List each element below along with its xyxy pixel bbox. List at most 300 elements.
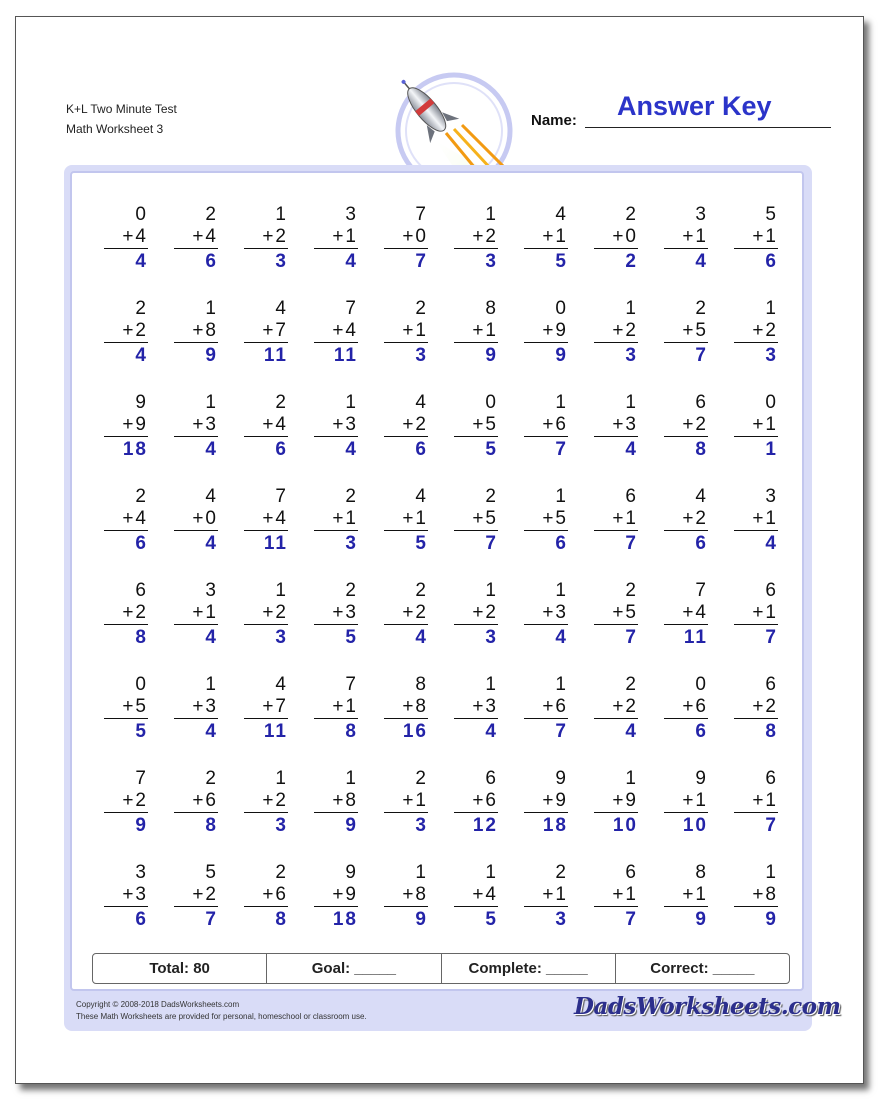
problem bbox=[734, 485, 778, 556]
problem bbox=[174, 203, 218, 274]
problem bbox=[314, 203, 358, 274]
bottom-number: +1 bbox=[664, 226, 708, 249]
top-number: 1 bbox=[415, 862, 428, 883]
answer: 5 bbox=[415, 533, 428, 554]
problem bbox=[454, 391, 498, 462]
top-number: 1 bbox=[485, 862, 498, 883]
bottom-number: +1 bbox=[384, 790, 428, 813]
answer: 9 bbox=[765, 909, 778, 930]
top-number: 2 bbox=[205, 204, 218, 225]
bottom-number: +2 bbox=[734, 696, 778, 719]
bottom-number: +3 bbox=[104, 884, 148, 907]
problem bbox=[524, 203, 568, 274]
answer: 4 bbox=[485, 721, 498, 742]
answer: 4 bbox=[765, 533, 778, 554]
bottom-number: +8 bbox=[734, 884, 778, 907]
problem bbox=[244, 203, 288, 274]
problem bbox=[244, 673, 288, 744]
answer: 2 bbox=[625, 251, 638, 272]
answer: 18 bbox=[542, 815, 568, 836]
problem bbox=[594, 861, 638, 932]
answer: 4 bbox=[135, 345, 148, 366]
top-number: 7 bbox=[345, 674, 358, 695]
answer: 9 bbox=[135, 815, 148, 836]
top-number: 4 bbox=[205, 486, 218, 507]
top-number: 5 bbox=[205, 862, 218, 883]
problem bbox=[594, 391, 638, 462]
answer: 4 bbox=[205, 439, 218, 460]
top-number: 0 bbox=[135, 204, 148, 225]
answer: 11 bbox=[263, 345, 288, 366]
problem bbox=[734, 579, 778, 650]
top-number: 2 bbox=[485, 486, 498, 507]
top-number: 1 bbox=[555, 486, 568, 507]
problem bbox=[524, 579, 568, 650]
bottom-number: +5 bbox=[664, 320, 708, 343]
answer: 11 bbox=[263, 533, 288, 554]
answer: 4 bbox=[345, 439, 358, 460]
problem bbox=[174, 673, 218, 744]
bottom-number: +4 bbox=[104, 226, 148, 249]
top-number: 6 bbox=[695, 392, 708, 413]
answer: 4 bbox=[205, 721, 218, 742]
answer: 1 bbox=[765, 439, 778, 460]
bottom-number: +2 bbox=[664, 414, 708, 437]
top-number: 6 bbox=[625, 862, 638, 883]
problem bbox=[524, 861, 568, 932]
bottom-number: +4 bbox=[314, 320, 358, 343]
bottom-number: +6 bbox=[244, 884, 288, 907]
top-number: 1 bbox=[555, 580, 568, 601]
bottom-number: +9 bbox=[524, 790, 568, 813]
answer: 9 bbox=[555, 345, 568, 366]
bottom-number: +5 bbox=[594, 602, 638, 625]
bottom-number: +4 bbox=[244, 414, 288, 437]
bottom-number: +2 bbox=[594, 320, 638, 343]
answer: 3 bbox=[765, 345, 778, 366]
problem bbox=[664, 485, 708, 556]
bottom-number: +7 bbox=[244, 696, 288, 719]
answer: 3 bbox=[415, 345, 428, 366]
answer: 4 bbox=[205, 533, 218, 554]
problem bbox=[664, 579, 708, 650]
answer: 3 bbox=[275, 627, 288, 648]
top-number: 2 bbox=[275, 862, 288, 883]
top-number: 7 bbox=[135, 768, 148, 789]
top-number: 3 bbox=[135, 862, 148, 883]
answer: 18 bbox=[122, 439, 148, 460]
answer: 4 bbox=[135, 251, 148, 272]
bottom-number: +6 bbox=[454, 790, 498, 813]
answer: 12 bbox=[472, 815, 498, 836]
problem bbox=[244, 391, 288, 462]
answer: 7 bbox=[555, 721, 568, 742]
top-number: 1 bbox=[345, 392, 358, 413]
top-number: 1 bbox=[275, 768, 288, 789]
problem bbox=[664, 391, 708, 462]
bottom-number: +1 bbox=[664, 790, 708, 813]
problem bbox=[524, 485, 568, 556]
total-cell: Total: 80 bbox=[93, 954, 267, 983]
bottom-number: +9 bbox=[104, 414, 148, 437]
problem bbox=[734, 861, 778, 932]
answer: 3 bbox=[275, 815, 288, 836]
goal-cell: Goal: _____ bbox=[267, 954, 441, 983]
problem bbox=[104, 391, 148, 462]
problem bbox=[664, 673, 708, 744]
answer: 9 bbox=[415, 909, 428, 930]
bottom-number: +3 bbox=[314, 414, 358, 437]
top-number: 1 bbox=[345, 768, 358, 789]
problem bbox=[594, 673, 638, 744]
top-number: 6 bbox=[765, 674, 778, 695]
top-number: 6 bbox=[765, 580, 778, 601]
problem bbox=[524, 297, 568, 368]
top-number: 1 bbox=[625, 768, 638, 789]
bottom-number: +2 bbox=[454, 602, 498, 625]
problem bbox=[384, 391, 428, 462]
answer: 7 bbox=[695, 345, 708, 366]
answer: 16 bbox=[402, 721, 428, 742]
top-number: 9 bbox=[345, 862, 358, 883]
answer: 4 bbox=[625, 439, 638, 460]
problem bbox=[384, 861, 428, 932]
answer: 6 bbox=[275, 439, 288, 460]
top-number: 1 bbox=[555, 674, 568, 695]
bottom-number: +6 bbox=[664, 696, 708, 719]
answer: 6 bbox=[695, 721, 708, 742]
problem bbox=[104, 203, 148, 274]
problem-grid bbox=[72, 173, 802, 933]
bottom-number: +6 bbox=[524, 414, 568, 437]
bottom-number: +3 bbox=[524, 602, 568, 625]
answer: 4 bbox=[205, 627, 218, 648]
bottom-number: +1 bbox=[734, 790, 778, 813]
bottom-number: +5 bbox=[454, 414, 498, 437]
bottom-number: +1 bbox=[594, 508, 638, 531]
score-box bbox=[92, 953, 790, 984]
top-number: 4 bbox=[275, 298, 288, 319]
answer: 7 bbox=[555, 439, 568, 460]
top-number: 8 bbox=[415, 674, 428, 695]
answer: 5 bbox=[485, 909, 498, 930]
answer: 3 bbox=[415, 815, 428, 836]
bottom-number: +4 bbox=[244, 508, 288, 531]
answer: 3 bbox=[625, 345, 638, 366]
top-number: 0 bbox=[695, 674, 708, 695]
bottom-number: +2 bbox=[384, 602, 428, 625]
problem bbox=[524, 673, 568, 744]
top-number: 6 bbox=[625, 486, 638, 507]
problem bbox=[734, 673, 778, 744]
bottom-number: +1 bbox=[314, 696, 358, 719]
bottom-number: +8 bbox=[314, 790, 358, 813]
problem bbox=[384, 673, 428, 744]
bottom-number: +1 bbox=[454, 320, 498, 343]
top-number: 1 bbox=[275, 204, 288, 225]
bottom-number: +1 bbox=[734, 414, 778, 437]
bottom-number: +1 bbox=[734, 602, 778, 625]
answer: 4 bbox=[555, 627, 568, 648]
answer: 18 bbox=[332, 909, 358, 930]
bottom-number: +7 bbox=[244, 320, 288, 343]
answer: 7 bbox=[765, 627, 778, 648]
problem bbox=[664, 203, 708, 274]
bottom-number: +2 bbox=[244, 602, 288, 625]
bottom-number: +5 bbox=[104, 696, 148, 719]
bottom-number: +1 bbox=[594, 884, 638, 907]
top-number: 0 bbox=[135, 674, 148, 695]
bottom-number: +0 bbox=[594, 226, 638, 249]
top-number: 1 bbox=[485, 580, 498, 601]
problem bbox=[594, 767, 638, 838]
top-number: 4 bbox=[555, 204, 568, 225]
answer: 6 bbox=[135, 909, 148, 930]
problem bbox=[104, 767, 148, 838]
bottom-number: +2 bbox=[384, 414, 428, 437]
problem bbox=[244, 861, 288, 932]
top-number: 2 bbox=[205, 768, 218, 789]
answer: 6 bbox=[135, 533, 148, 554]
problem bbox=[594, 297, 638, 368]
top-number: 0 bbox=[765, 392, 778, 413]
problem bbox=[664, 767, 708, 838]
answer: 10 bbox=[682, 815, 708, 836]
answer: 11 bbox=[263, 721, 288, 742]
answer: 5 bbox=[555, 251, 568, 272]
answer: 9 bbox=[695, 909, 708, 930]
top-number: 2 bbox=[625, 204, 638, 225]
complete-cell: Complete: _____ bbox=[442, 954, 616, 983]
top-number: 6 bbox=[135, 580, 148, 601]
worksheet-title-line1: K+L Two Minute Test bbox=[66, 102, 177, 116]
problem bbox=[454, 579, 498, 650]
bottom-number: +1 bbox=[734, 226, 778, 249]
bottom-number: +4 bbox=[174, 226, 218, 249]
answer: 7 bbox=[625, 909, 638, 930]
top-number: 2 bbox=[415, 298, 428, 319]
problem bbox=[384, 485, 428, 556]
answer: 7 bbox=[625, 533, 638, 554]
answer: 3 bbox=[485, 251, 498, 272]
problem bbox=[594, 579, 638, 650]
top-number: 9 bbox=[695, 768, 708, 789]
bottom-number: +1 bbox=[524, 884, 568, 907]
top-number: 1 bbox=[485, 204, 498, 225]
bottom-number: +3 bbox=[454, 696, 498, 719]
problem bbox=[734, 391, 778, 462]
top-number: 5 bbox=[765, 204, 778, 225]
problem bbox=[664, 297, 708, 368]
answer: 9 bbox=[345, 815, 358, 836]
worksheet-title-line2: Math Worksheet 3 bbox=[66, 122, 164, 136]
answer: 7 bbox=[765, 815, 778, 836]
bottom-number: +8 bbox=[384, 696, 428, 719]
answer: 8 bbox=[345, 721, 358, 742]
answer: 4 bbox=[695, 251, 708, 272]
top-number: 7 bbox=[275, 486, 288, 507]
answer: 11 bbox=[333, 345, 358, 366]
answer: 11 bbox=[683, 627, 708, 648]
bottom-number: +1 bbox=[384, 320, 428, 343]
bottom-number: +3 bbox=[314, 602, 358, 625]
answer: 6 bbox=[765, 251, 778, 272]
problem bbox=[244, 767, 288, 838]
bottom-number: +2 bbox=[664, 508, 708, 531]
answer-key-heading: Answer Key bbox=[617, 91, 772, 121]
answer: 8 bbox=[695, 439, 708, 460]
top-number: 2 bbox=[625, 580, 638, 601]
bottom-number: +1 bbox=[734, 508, 778, 531]
top-number: 9 bbox=[135, 392, 148, 413]
bottom-number: +2 bbox=[244, 790, 288, 813]
top-number: 2 bbox=[135, 298, 148, 319]
problem bbox=[734, 767, 778, 838]
problem bbox=[104, 579, 148, 650]
bottom-number: +1 bbox=[384, 508, 428, 531]
bottom-number: +2 bbox=[104, 320, 148, 343]
answer: 3 bbox=[345, 533, 358, 554]
answer: 7 bbox=[485, 533, 498, 554]
top-number: 4 bbox=[695, 486, 708, 507]
top-number: 2 bbox=[345, 486, 358, 507]
answer: 7 bbox=[415, 251, 428, 272]
problem bbox=[384, 203, 428, 274]
bottom-number: +1 bbox=[314, 508, 358, 531]
answer: 6 bbox=[205, 251, 218, 272]
problem bbox=[454, 767, 498, 838]
answer: 6 bbox=[695, 533, 708, 554]
problem bbox=[314, 673, 358, 744]
answer: 6 bbox=[555, 533, 568, 554]
problem bbox=[104, 861, 148, 932]
problem bbox=[174, 391, 218, 462]
worksheet-title bbox=[66, 99, 177, 139]
top-number: 6 bbox=[765, 768, 778, 789]
worksheet-page bbox=[15, 16, 864, 1084]
bottom-number: +8 bbox=[384, 884, 428, 907]
problem bbox=[454, 485, 498, 556]
top-number: 7 bbox=[345, 298, 358, 319]
answer: 8 bbox=[765, 721, 778, 742]
answer: 5 bbox=[345, 627, 358, 648]
top-number: 4 bbox=[275, 674, 288, 695]
bottom-number: +3 bbox=[594, 414, 638, 437]
bottom-number: +2 bbox=[104, 602, 148, 625]
bottom-number: +0 bbox=[174, 508, 218, 531]
answer: 4 bbox=[625, 721, 638, 742]
top-number: 1 bbox=[205, 298, 218, 319]
problem bbox=[664, 861, 708, 932]
top-number: 9 bbox=[555, 768, 568, 789]
answer: 8 bbox=[275, 909, 288, 930]
problem bbox=[594, 485, 638, 556]
problem bbox=[174, 485, 218, 556]
top-number: 1 bbox=[765, 298, 778, 319]
problem bbox=[314, 391, 358, 462]
bottom-number: +3 bbox=[174, 696, 218, 719]
usage-notice: These Math Worksheets are provided for personal, homeschool or classroom use. bbox=[76, 1012, 367, 1021]
bottom-number: +1 bbox=[314, 226, 358, 249]
problem bbox=[384, 579, 428, 650]
answer: 8 bbox=[205, 815, 218, 836]
answer: 3 bbox=[275, 251, 288, 272]
brand-logo: DadsWorksheets.com bbox=[574, 993, 841, 1020]
copyright-line: Copyright © 2008-2018 DadsWorksheets.com bbox=[76, 1000, 240, 1009]
answer: 3 bbox=[485, 627, 498, 648]
problem bbox=[244, 579, 288, 650]
top-number: 3 bbox=[345, 204, 358, 225]
bottom-number: +9 bbox=[594, 790, 638, 813]
answer: 9 bbox=[485, 345, 498, 366]
problem bbox=[244, 297, 288, 368]
problem bbox=[174, 767, 218, 838]
top-number: 2 bbox=[345, 580, 358, 601]
top-number: 1 bbox=[765, 862, 778, 883]
problem bbox=[734, 297, 778, 368]
problem bbox=[174, 861, 218, 932]
bottom-number: +5 bbox=[524, 508, 568, 531]
problem bbox=[454, 297, 498, 368]
problem bbox=[314, 767, 358, 838]
bottom-number: +9 bbox=[524, 320, 568, 343]
top-number: 1 bbox=[555, 392, 568, 413]
problem bbox=[104, 673, 148, 744]
top-number: 1 bbox=[625, 298, 638, 319]
top-number: 0 bbox=[555, 298, 568, 319]
answer: 5 bbox=[135, 721, 148, 742]
problem bbox=[734, 203, 778, 274]
top-number: 7 bbox=[695, 580, 708, 601]
top-number: 1 bbox=[625, 392, 638, 413]
top-number: 1 bbox=[205, 392, 218, 413]
answer: 7 bbox=[205, 909, 218, 930]
name-line bbox=[585, 127, 831, 128]
problem bbox=[454, 861, 498, 932]
problem bbox=[454, 203, 498, 274]
top-number: 1 bbox=[275, 580, 288, 601]
answer: 3 bbox=[555, 909, 568, 930]
answer: 4 bbox=[415, 627, 428, 648]
problem bbox=[174, 297, 218, 368]
answer: 4 bbox=[345, 251, 358, 272]
problem bbox=[314, 861, 358, 932]
answer: 7 bbox=[625, 627, 638, 648]
bottom-number: +8 bbox=[174, 320, 218, 343]
top-number: 3 bbox=[765, 486, 778, 507]
problem bbox=[174, 579, 218, 650]
problem bbox=[314, 297, 358, 368]
bottom-number: +2 bbox=[104, 790, 148, 813]
top-number: 1 bbox=[205, 674, 218, 695]
problem-frame bbox=[64, 165, 841, 1031]
problem bbox=[244, 485, 288, 556]
top-number: 7 bbox=[415, 204, 428, 225]
problem bbox=[524, 391, 568, 462]
top-number: 3 bbox=[205, 580, 218, 601]
top-number: 2 bbox=[625, 674, 638, 695]
problem bbox=[384, 297, 428, 368]
top-number: 2 bbox=[415, 768, 428, 789]
top-number: 8 bbox=[695, 862, 708, 883]
problem bbox=[314, 579, 358, 650]
answer: 8 bbox=[135, 627, 148, 648]
bottom-number: +2 bbox=[594, 696, 638, 719]
bottom-number: +6 bbox=[174, 790, 218, 813]
top-number: 2 bbox=[555, 862, 568, 883]
bottom-number: +1 bbox=[664, 884, 708, 907]
bottom-number: +0 bbox=[384, 226, 428, 249]
